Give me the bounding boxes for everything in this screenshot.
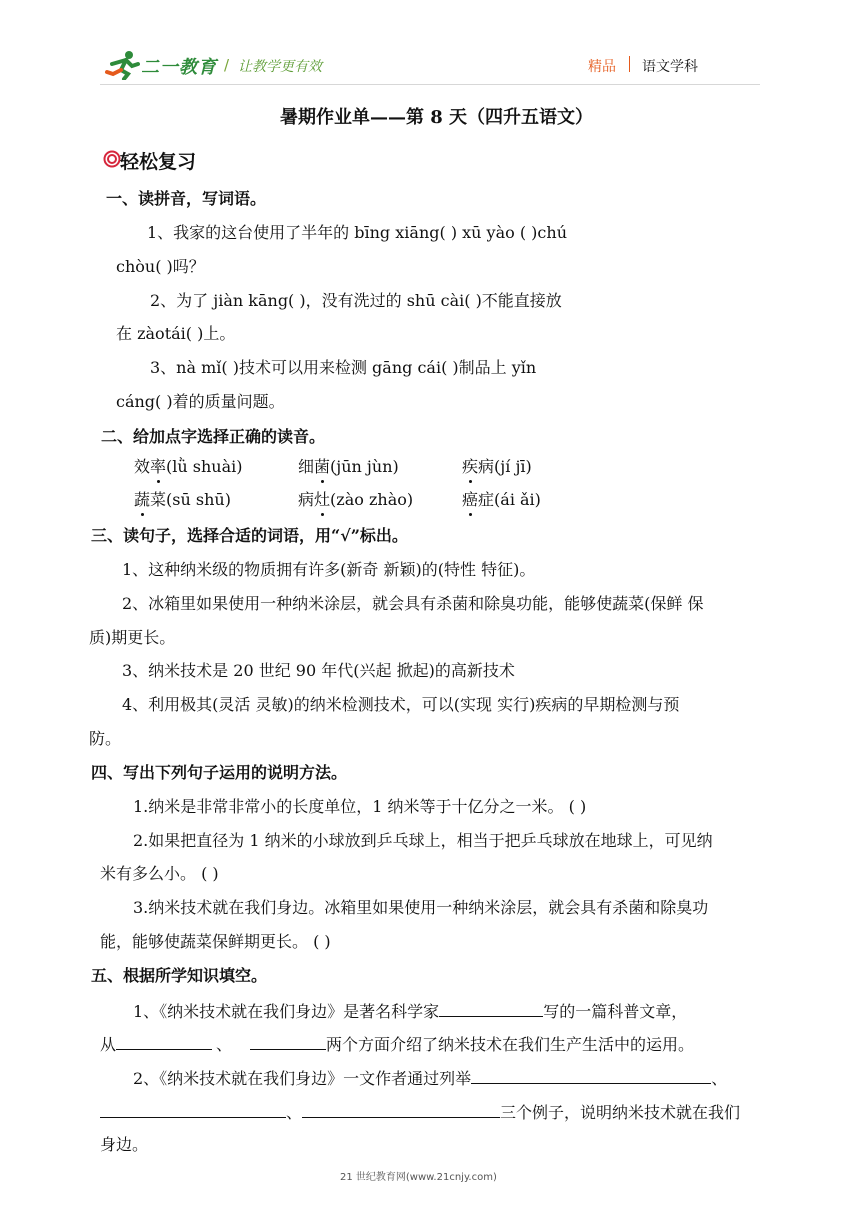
header-separator: /	[224, 56, 230, 74]
q1-line-6: cáng( )着的质量问题。	[116, 392, 285, 411]
q5-line-1	[133, 999, 687, 1023]
answer-blank[interactable]	[302, 1100, 500, 1118]
q2-item-5	[298, 489, 413, 511]
q2-reading: (lǜ shuài)	[166, 457, 243, 476]
q2-word-char	[298, 457, 330, 476]
emphasis-dot-char: 癌	[462, 490, 479, 509]
q3-line-4: 3、纳米技术是 20 世纪 90 年代(兴起 掀起)的高新技术	[122, 661, 515, 680]
running-figure-logo-icon	[104, 50, 140, 80]
word-char: 病	[478, 457, 495, 476]
q1-line-4: 在 zàotái( )上。	[116, 324, 236, 343]
tag-divider	[629, 56, 630, 72]
q1-line-3: 2、为了 jiàn kāng( )，没有洗过的 shū cài( )不能直接放	[150, 291, 562, 310]
footer: 21 世纪教育网(www.21cnjy.com)	[340, 1172, 497, 1183]
q5-line-2	[100, 1032, 694, 1056]
q5-heading: 五、根据所学知识填空。	[91, 966, 268, 985]
q5-text: 1、《纳米技术就在我们身边》是著名科学家	[133, 1002, 440, 1021]
answer-blank[interactable]	[100, 1100, 286, 1118]
q2-item-3	[462, 456, 532, 478]
answer-blank[interactable]	[116, 1032, 212, 1050]
q5-line-4	[100, 1100, 740, 1124]
word-char: 病	[298, 490, 315, 509]
q2-heading: 二、给加点字选择正确的读音。	[101, 427, 326, 446]
q5-text: 、	[711, 1069, 728, 1088]
q4-line-3: 米有多么小。 ( )	[100, 864, 219, 883]
q2-word-char	[462, 490, 494, 509]
q2-item-1	[134, 456, 243, 478]
answer-blank[interactable]	[439, 999, 543, 1017]
emphasis-dot-char: 蔬	[134, 490, 151, 509]
q5-text: 、	[286, 1103, 303, 1122]
page-title: 暑期作业单——第 8 天（四升五语文）	[280, 107, 594, 128]
q3-line-5: 4、利用极其(灵活 灵敏)的纳米检测技术，可以(实现 实行)疾病的早期检测与预	[122, 695, 680, 714]
q5-text: 、	[216, 1035, 233, 1054]
emphasis-dot-char: 疾	[462, 457, 479, 476]
q2-reading: (jūn jùn)	[330, 457, 399, 476]
emphasis-dot-char: 菌	[314, 457, 331, 476]
q5-line-5: 身边。	[100, 1135, 149, 1154]
q2-word-char	[298, 490, 330, 509]
q4-line-4: 3.纳米技术就在我们身边。冰箱里如果使用一种纳米涂层，就会具有杀菌和除臭功	[133, 898, 709, 917]
q5-text: 从	[100, 1035, 117, 1054]
header-rule	[100, 84, 760, 85]
q1-heading: 一、读拼音，写词语。	[106, 189, 267, 208]
q2-item-6	[462, 489, 541, 511]
q1-line-1: 1、我家的这台使用了半年的 bīng xiāng( ) xū yào ( )chú	[147, 223, 567, 242]
q3-line-6: 防。	[89, 729, 122, 748]
emphasis-dot-char: 率	[150, 457, 167, 476]
bullseye-icon	[103, 150, 121, 168]
q1-line-2: chòu( )吗？	[116, 257, 205, 276]
q1-line-5: 3、nà mǐ( )技术可以用来检测 gāng cái( )制品上 yǐn	[150, 358, 537, 377]
emphasis-dot-char: 灶	[314, 490, 331, 509]
word-char: 症	[478, 490, 495, 509]
q3-heading: 三、读句子，选择合适的词语，用“√”标出。	[91, 526, 408, 545]
q4-heading: 四、写出下列句子运用的说明方法。	[91, 763, 348, 782]
word-char: 细	[298, 457, 315, 476]
q2-word-char	[462, 457, 494, 476]
section-heading: 轻松复习	[120, 151, 197, 173]
answer-blank[interactable]	[250, 1032, 326, 1050]
q5-text: 写的一篇科普文章，	[543, 1002, 688, 1021]
word-char: 效	[134, 457, 151, 476]
q2-reading: (sū shū)	[166, 490, 231, 509]
premium-tag: 精品	[588, 59, 616, 75]
q4-line-5: 能，能够使蔬菜保鲜期更长。 ( )	[100, 932, 331, 951]
q3-line-1: 1、这种纳米级的物质拥有许多(新奇 新颖)的(特性 特征)。	[122, 560, 536, 579]
subject-tag: 语文学科	[642, 59, 698, 75]
q2-word-char	[134, 490, 166, 509]
word-char: 菜	[150, 490, 167, 509]
q5-line-3	[133, 1066, 727, 1090]
logo-text: 二一教育	[141, 57, 217, 78]
q2-item-2	[298, 456, 399, 478]
q5-text: 两个方面介绍了纳米技术在我们生产生活中的运用。	[326, 1035, 695, 1054]
q2-reading: (zào zhào)	[330, 490, 414, 509]
q3-line-3: 质)期更长。	[89, 628, 176, 647]
q4-line-1: 1.纳米是非常非常小的长度单位，1 纳米等于十亿分之一米。 ( )	[133, 797, 587, 816]
q4-line-2: 2.如果把直径为 1 纳米的小球放到乒乓球上，相当于把乒乓球放在地球上，可见纳	[133, 831, 713, 850]
q5-text: 三个例子，说明纳米技术就在我们	[500, 1103, 741, 1122]
slogan: 让教学更有效	[238, 59, 322, 75]
q3-line-2: 2、冰箱里如果使用一种纳米涂层，就会具有杀菌和除臭功能，能够使蔬菜(保鲜 保	[122, 594, 704, 613]
answer-blank[interactable]	[471, 1066, 711, 1084]
q5-text: 2、《纳米技术就在我们身边》一文作者通过列举	[133, 1069, 472, 1088]
q2-reading: (jí jī)	[494, 457, 532, 476]
q2-item-4	[134, 489, 231, 511]
q2-word-char	[134, 457, 166, 476]
q2-reading: (ái ǎi)	[494, 490, 541, 509]
